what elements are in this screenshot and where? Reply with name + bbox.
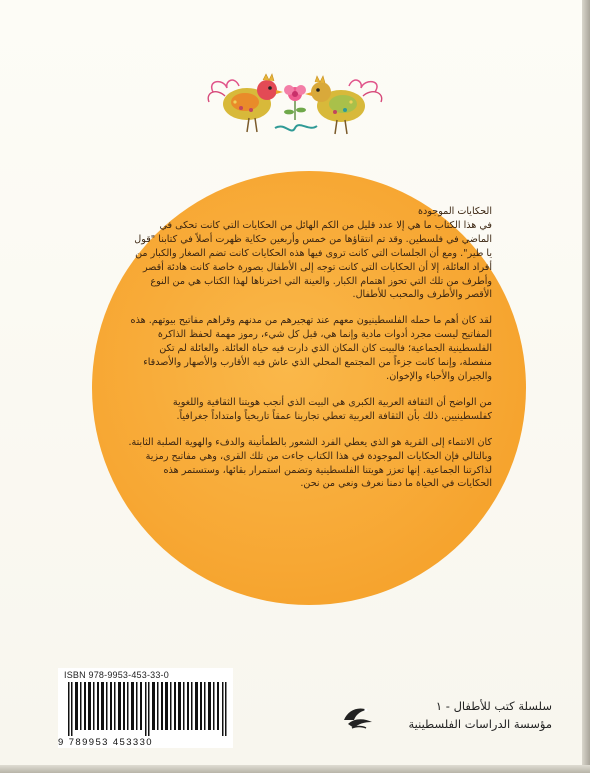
- blurb-text: [128, 205, 492, 503]
- isbn-label: ISBN 978-9953-453-33-0: [64, 670, 169, 680]
- blurb-paragraph: في هذا الكتاب ما هي إلا عدد قليل من الكم الهائل من الحكايات التي كانت تحكى في الماضي في فلسطين. وقد تم انتقاؤها من خمس وأربعين حكاية ظهرت أصلاً في كتابنا "قول يا طير". ومع أن الجلسات التي كانت تروى فيها هذه الحكايات كانت تضم الصغار والكبار من أفراد العائلة، إلا أن الحكايات التي كانت توجه إلى الأطفال بصورة خاصة كانت هادئة أقصر وأطرف من تلك التي تحوز اهتمام الكبار. والعينة التي اخترناها لهذا الكتاب هي من النوع الأقصر والأطرف والمحبب للأطفال.: [134, 219, 492, 301]
- series-name: سلسلة كتب للأطفال - ١: [435, 699, 552, 713]
- publisher-name: مؤسسة الدراسات الفلسطينية: [408, 717, 552, 731]
- right-bird: [305, 76, 382, 134]
- publisher-info: [408, 697, 552, 733]
- isbn-barcode: [58, 668, 233, 748]
- left-bird: [208, 74, 283, 132]
- cover-edge-bottom: [0, 765, 590, 773]
- barcode-bars: [68, 682, 228, 736]
- blurb-paragraph: كان الانتماء إلى القرية هو الذي يعطي الفرد الشعور بالطمأنينة والدفء والهوية الصلبة الثابتة. وبالتالي فإن الحكايات الموجودة في هذا الكتاب جاءت من تلك القرى، وهي مفاتيح رمزية لذاكرتنا الجماعية. إنها تعزز هويتنا الفلسطينية وتضمن استمرار بقائها، وستستمر هذه الحكايات في الحياة ما دمنا نعرف ونعي من نحن.: [128, 436, 492, 490]
- barcode-digits: 9 789953 453330: [58, 737, 153, 748]
- publisher-logo-icon: [340, 698, 376, 734]
- blurb-paragraph: من الواضح أن الثقافة العربية الكبرى هي البيت الذي أنجب هويتنا الثقافية واللغوية كفلسطينيين. ذلك بأن الثقافة العربية تعطي تجاربنا عمقاً تاريخياً وامتداداً جغرافياً.: [172, 396, 492, 422]
- birds-illustration: [205, 62, 385, 152]
- cover-edge-right: [582, 0, 590, 773]
- blurb-title: الحكايات الموجودة: [418, 206, 492, 217]
- blurb-paragraph: لقد كان أهم ما حمله الفلسطينيون معهم عند تهجيرهم من مدنهم وقراهم مفاتيح بيوتهم. هذه المفاتيح ليست مجرد أدوات مادية وإنما هي، قبل كل شيء، رموز مهمة لحفظ الذاكرة الفلسطينية الجماعية؛ فالبيت كان المكان الذي دارت فيه حياة العائلة. والعائلة لم تكن منفصلة، وإنما كانت جزءاً من المجتمع المحلي الذي عاش فيه الأقارب والأصهار والأصدقاء والجيران والأحباء والإخوان.: [130, 315, 492, 382]
